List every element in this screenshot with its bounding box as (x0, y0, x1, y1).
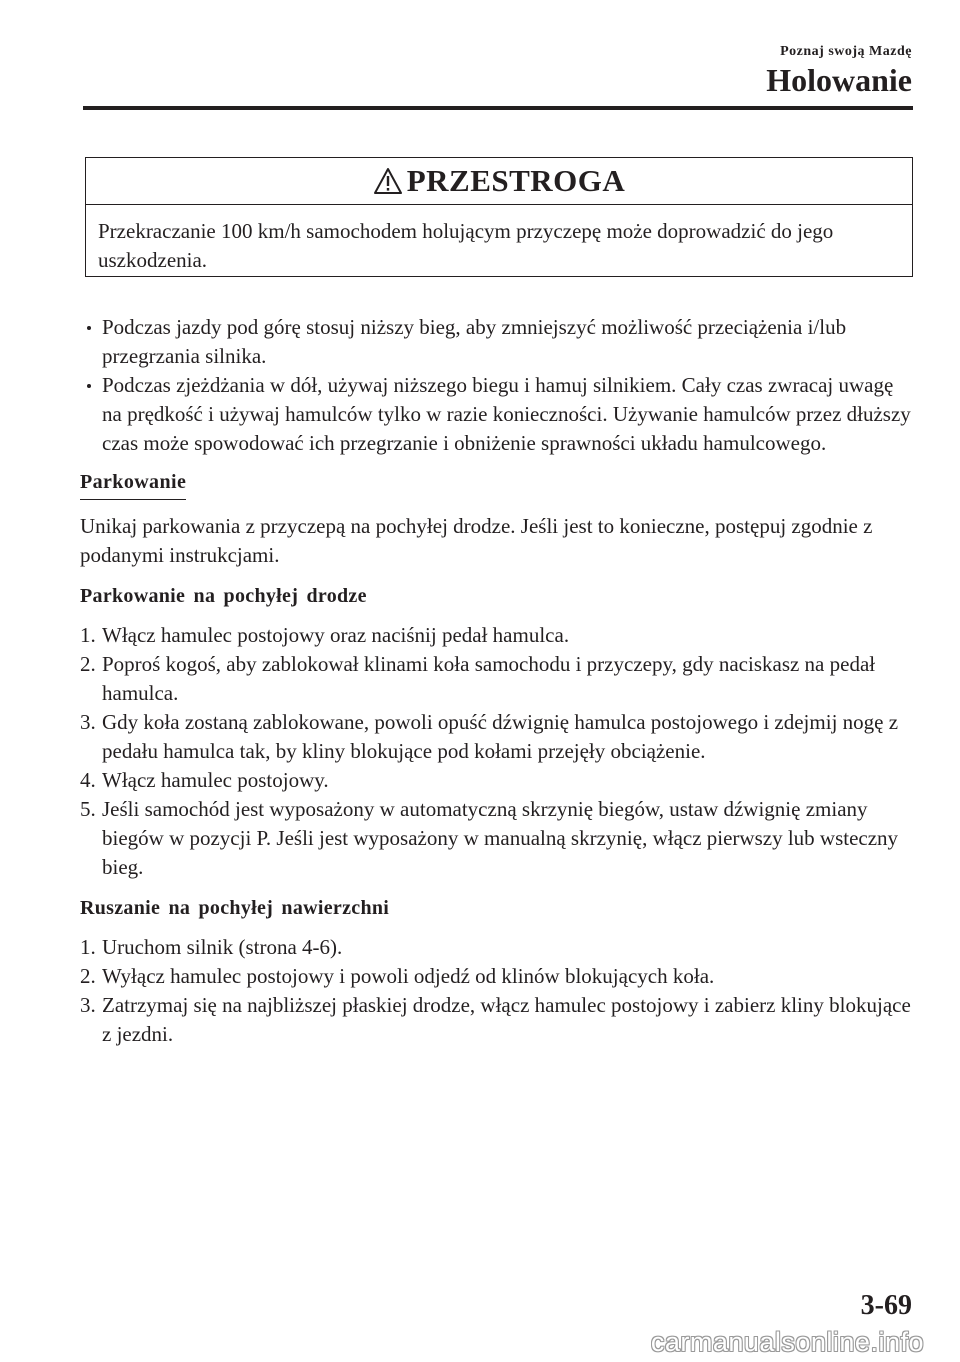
step-item (80, 795, 916, 882)
caution-box (85, 157, 913, 277)
step-item (80, 766, 916, 795)
caution-text: Przekraczanie 100 km/h samochodem holującym przyczepę może doprowadzić do jego uszkodzenia. (98, 219, 834, 272)
step-number: 5. (80, 797, 96, 821)
step-number: 4. (80, 768, 96, 792)
step-number: 1. (80, 935, 96, 959)
step-text: Zatrzymaj się na najbliższej płaskiej drodze, włącz hamulec postojowy i zabierz kliny blokujące z jezdni. (102, 993, 911, 1046)
step-number: 3. (80, 710, 96, 734)
step-number: 3. (80, 993, 96, 1017)
slope-parking-steps (80, 621, 916, 882)
step-item (80, 962, 916, 991)
step-text: Włącz hamulec postojowy oraz naciśnij pedał hamulca. (102, 623, 570, 647)
step-text: Wyłącz hamulec postojowy i powoli odjedź od klinów blokujących koła. (102, 964, 715, 988)
step-number: 1. (80, 623, 96, 647)
step-item (80, 650, 916, 708)
step-number: 2. (80, 652, 96, 676)
bullet-item (80, 313, 916, 371)
caution-header (86, 158, 912, 205)
bullet-text: Podczas jazdy pod górę stosuj niższy bieg, aby zmniejszyć możliwość przeciążenia i/lub przegrzania silnika. (102, 315, 847, 368)
step-text: Poproś kogoś, aby zablokował klinami koła samochodu i przyczepy, gdy naciskasz na pedał hamulca. (102, 652, 876, 705)
header-rule (83, 106, 913, 110)
slope-parking-heading: Parkowanie na pochyłej drodze (80, 585, 367, 607)
step-item (80, 991, 916, 1049)
main-content (80, 313, 916, 1049)
bullet-text: Podczas zjeżdżania w dół, używaj niższego biegu i hamuj silnikiem. Cały czas zwracaj uwagę na prędkość i używaj hamulców tylko w razie konieczności. Używanie hamulców przez dłuższy czas może spowodować ich przegrzanie i obniżenie sprawności układu hamulcowego. (102, 373, 911, 455)
caution-title: PRZESTROGA (406, 163, 626, 198)
bullet-list (80, 313, 916, 458)
watermark: carmanualsonline.info (650, 1327, 924, 1357)
bullet-icon (87, 384, 91, 388)
step-item (80, 708, 916, 766)
step-number: 2. (80, 964, 96, 988)
step-item (80, 621, 916, 650)
slope-start-heading: Ruszanie na pochyłej nawierzchni (80, 897, 390, 919)
step-text: Gdy koła zostaną zablokowane, powoli opuść dźwignię hamulca postojowego i zdejmij nogę z pedału hamulca tak, by kliny blokujące pod kołami przejęły obciążenie. (102, 710, 899, 763)
section-title-parking: Parkowanie (80, 468, 186, 500)
step-text: Włącz hamulec postojowy. (102, 768, 329, 792)
section-label: Poznaj swoją Mazdę (780, 44, 912, 59)
step-item (80, 933, 916, 962)
bullet-item (80, 371, 916, 458)
parking-intro: Unikaj parkowania z przyczepą na pochyłej drodze. Jeśli jest to konieczne, postępuj zgodnie z podanymi instrukcjami. (80, 514, 873, 567)
step-text: Uruchom silnik (strona 4-6). (102, 935, 343, 959)
warning-triangle-icon (373, 167, 403, 195)
page-number: 3-69 (860, 1290, 912, 1321)
page-title: Holowanie (766, 62, 912, 98)
step-text: Jeśli samochód jest wyposażony w automatyczną skrzynię biegów, ustaw dźwignię zmiany biegów w pozycji P. Jeśli jest wyposażony w manualną skrzynię, włącz pierwszy lub wsteczny bieg. (102, 797, 899, 879)
bullet-icon (87, 326, 91, 330)
slope-start-steps (80, 933, 916, 1049)
